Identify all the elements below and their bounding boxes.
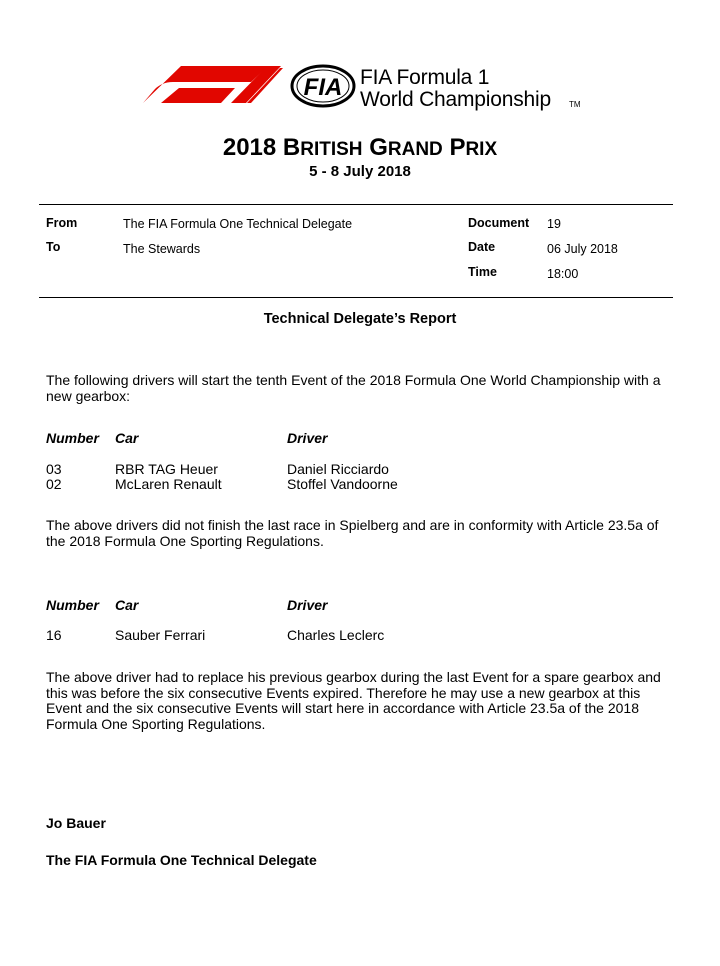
fia-emblem — [290, 64, 356, 108]
event-word-1: BRITISH — [282, 134, 363, 161]
table2-row1-driver: Charles Leclerc — [287, 627, 385, 643]
signatory-role: The FIA Formula One Technical Delegate — [46, 852, 317, 868]
svg-text:FIA: FIA — [303, 74, 343, 101]
signatory-name: Jo Bauer — [46, 815, 106, 831]
date-value: 06 July 2018 — [547, 242, 618, 256]
event-word-2: GRAND — [369, 134, 443, 161]
time-label: Time — [468, 265, 497, 279]
table2-header-number: Number — [46, 597, 99, 613]
table1-row1-driver: Daniel Ricciardo — [287, 461, 389, 477]
header-bottom-rule — [39, 297, 673, 298]
f1-logo — [143, 66, 283, 104]
from-label: From — [46, 216, 78, 230]
intro-paragraph: The following drivers will start the tenth Event of the 2018 Formula One World Championship with a new gearbox: — [46, 372, 661, 404]
to-value: The Stewards — [123, 242, 201, 256]
to-label: To — [46, 240, 61, 254]
event-title — [0, 134, 720, 162]
report-title: Technical Delegate’s Report — [263, 311, 457, 327]
table2-header-driver: Driver — [287, 597, 328, 613]
table1-row2-driver: Stoffel Vandoorne — [287, 476, 398, 492]
event-word-3: PRIX — [449, 134, 498, 161]
replacement-paragraph: The above driver had to replace his previous gearbox during the last Event for a spare gearbox and this was before the six consecutive Events expired. Therefore he may use a new gearbox at this Event and the six consecutive Events will start here in accordance with Article 23.5a of the 2018 Formula One Sporting Regulations. — [46, 669, 661, 732]
document-label: Document — [468, 216, 530, 230]
table2-row1-car: Sauber Ferrari — [115, 627, 206, 643]
trademark-mark: TM — [569, 100, 581, 109]
time-value: 18:00 — [547, 267, 579, 281]
table1-header-driver: Driver — [287, 430, 328, 446]
event-dates: 5 - 8 July 2018 — [309, 163, 411, 180]
from-value: The FIA Formula One Technical Delegate — [123, 217, 353, 231]
conformity-paragraph: The above drivers did not finish the last race in Spielberg and are in conformity with Article 23.5a of the 2018 Formula One Sporting Regulations. — [46, 517, 659, 549]
table1-row2-number: 02 — [46, 476, 62, 492]
logo-line-2: World Championship — [360, 88, 551, 111]
logo-line-1: FIA Formula 1 — [360, 66, 490, 89]
header-top-rule — [39, 204, 673, 205]
document-value: 19 — [547, 217, 561, 231]
table1-row1-car: RBR TAG Heuer — [115, 461, 218, 477]
table2-row1-number: 16 — [46, 627, 62, 643]
table1-row1-number: 03 — [46, 461, 62, 477]
table1-header-car: Car — [115, 430, 139, 446]
table1-row2-car: McLaren Renault — [115, 476, 222, 492]
event-year: 2018 — [222, 134, 277, 161]
table2-header-car: Car — [115, 597, 139, 613]
date-label: Date — [468, 240, 496, 254]
table1-header-number: Number — [46, 430, 99, 446]
